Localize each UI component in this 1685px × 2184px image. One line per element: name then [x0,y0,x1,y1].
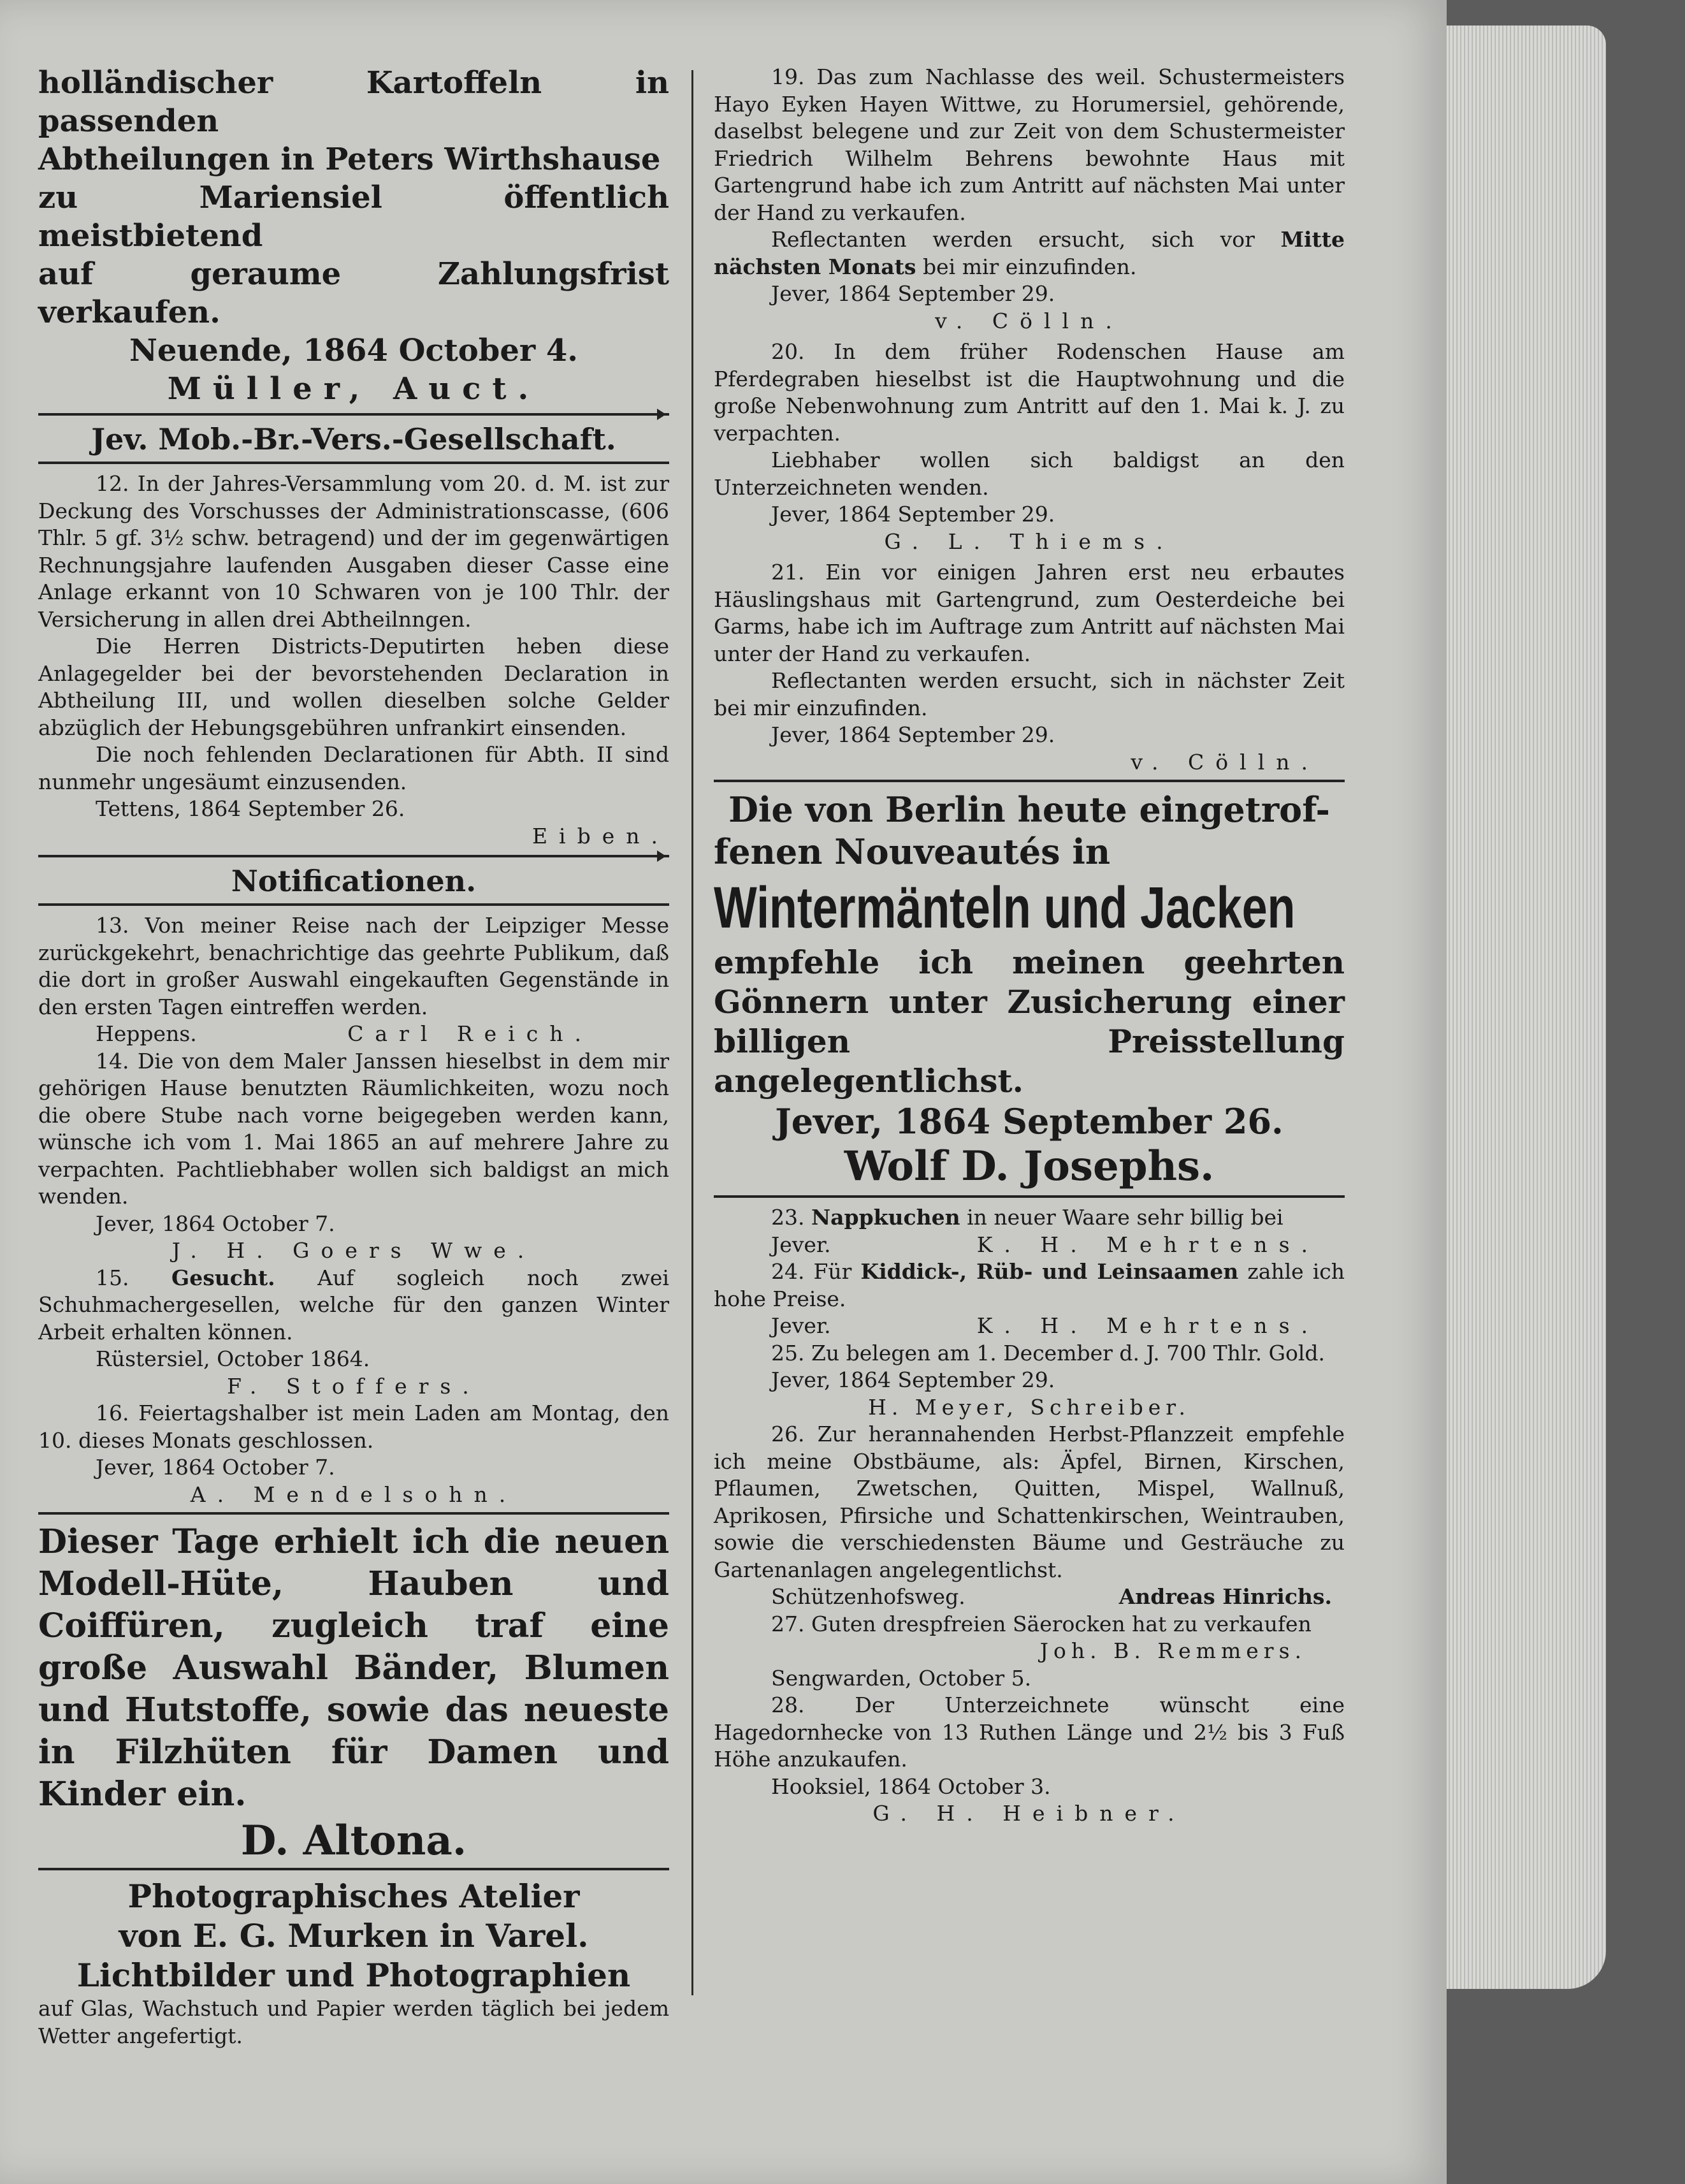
section-rule [38,413,669,416]
notice-12-signature: Eiben. [532,823,669,848]
notice-19 [714,64,1345,335]
notice-24 [714,1258,1345,1340]
ad-coats-text: empfehle ich meinen geehrten Gönnern unter Zusicherung einer billigen Preisstellung angelegentlichst. [714,943,1345,1100]
ad-hats-text: Dieser Tage erhielt ich die neuen Modell-Hüte, Hauben und Coiffüren, zugleich traf eine große Auswahl Bänder, Blumen und Hutstoffe, sowie das neueste in Filzhüten für Damen und Kinder ein. [38,1522,669,1814]
notice-23-body: in neuer Waare sehr billig bei [967,1205,1284,1230]
book-page-edges [1447,25,1606,1989]
notice-15-number: 15. [96,1265,129,1290]
notice-19-text-b [714,226,1345,280]
left-column [38,64,669,2049]
notice-26-footer [714,1583,1345,1611]
notice-13-signature: Carl Reich. [347,1021,593,1046]
notice-23-footer [714,1232,1345,1259]
photo-text: auf Glas, Wachstuch und Papier werden täglich bei jedem Wetter angefertigt. [38,1996,669,2048]
ad-coats-line-1: Die von Berlin heute eingetrof- [728,789,1330,830]
notice-12-text: 12. In der Jahres-Versammlung vom 20. d. M. ist zur Deckung des Vorschusses der Administrationscasse, (606 Thlr. 5 gf. 3½ schw. betragend) und der im gegenwärtigen Rechnungsjahre laufenden Ausgaben dieser Casse eine Anlage erkannt von 10 Schwaren von je 100 Thlr. der Versicherung in allen drei Abtheilnngen. [38,471,669,632]
notice-15-text [38,1265,669,1346]
notice-insurance-society [38,421,669,850]
notice-26-text: 26. Zur herannahenden Herbst-Pflanzzeit empfehle ich meine Obstbäume, als: Äpfel, Birnen, Kirschen, Pflaumen, Zwetschen, Quitten, Mispel, Wallnuß, Aprikosen, Pfirsiche und Schattenkirschen, Weintrauben, sowie die verschiedensten Bäume und Gesträuche zu Gartenanlagen angelegentlichst. [714,1422,1345,1582]
notice-21-text-b: Reflectanten werden ersucht, sich in nächster Zeit bei mir einzufinden. [714,668,1345,720]
title-rule [38,462,669,464]
notice-27-date: Sengwarden, October 5. [771,1665,1032,1691]
notice-28 [714,1692,1345,1828]
section-rule [714,780,1345,782]
ad-hats-signature: D. Altona. [240,1817,467,1865]
notice-13-text: 13. Von meiner Reise nach der Leipziger Messe zurückgekehrt, benachrichtige das geehrte Publikum, daß die dort in großer Auswahl eingekauften Gegenstände in den ersten Tagen eintreffen werden. [38,913,669,1019]
notice-19-b-pre: Reflectanten werden ersucht, sich vor [771,227,1255,252]
notice-23-keyword: Nappkuchen [811,1205,960,1230]
notice-21-signature: v. Cölln. [1131,749,1319,775]
notice-21-text: 21. Ein vor einigen Jahren erst neu erbautes Häuslingshaus mit Gartengrund, zum Oesterdeiche bei Garms, habe ich im Auftrage zum Antritt auf nächsten Mai unter der Hand zu verkaufen. [714,560,1345,666]
notice-19-signature: v. Cölln. [935,308,1124,333]
ad-coats-signature: Wolf D. Josephs. [844,1142,1215,1190]
photo-title-1: Photographisches Atelier [127,1877,580,1915]
ad-hats [38,1521,669,1867]
notice-21 [714,559,1345,776]
notice-28-date: Hooksiel, 1864 October 3. [771,1773,1051,1799]
ad-coats-headline: Wintermänteln und Jacken [714,875,1296,940]
title-rule [38,903,669,906]
society-title: Jev. Mob.-Br.-Vers.-Gesellschaft. [91,422,616,456]
notice-20-signature: G. L. Thiems. [884,528,1175,554]
notice-20-text-b: Liebhaber wollen sich baldigst an den Unterzeichneten wenden. [714,448,1345,500]
notice-24-footer [714,1313,1345,1340]
notice-15-keyword: Gesucht. [171,1265,275,1290]
notice-25-date: Jever, 1864 September 29. [771,1367,1055,1392]
notice-24-pre: 24. Für [771,1259,852,1284]
notice-23-number: 23. [771,1205,805,1230]
notice-13-footer [38,1021,669,1048]
notifications-section [38,863,669,1508]
notice-20 [714,339,1345,555]
ad-coats-line-2: fenen Nouveautés in [714,831,1111,872]
notice-21-date: Jever, 1864 September 29. [771,722,1055,747]
section-rule [38,1512,669,1515]
ad-potatoes-line: zu Mariensiel öffentlich meistbietend [38,180,669,254]
ad-coats-date: Jever, 1864 September 26. [775,1101,1284,1142]
notice-19-b-bold: Mitte nächsten Monats [714,227,1345,279]
section-rule [38,855,669,857]
notice-23-place: Jever. [771,1232,831,1257]
notice-23 [714,1204,1345,1258]
notice-28-signature: G. H. Heibner. [872,1801,1186,1826]
notice-15-date: Rüstersiel, October 1864. [96,1346,370,1371]
notice-15-signature: F. Stoffers. [227,1373,481,1399]
notice-27-text: 27. Guten drespfreien Säerocken hat zu verkaufen [771,1611,1312,1636]
notice-15-body: Auf sogleich noch zwei Schuhmachergesellen, welche für den ganzen Winter Arbeit erhalten können. [38,1265,669,1344]
notice-19-text: 19. Das zum Nachlasse des weil. Schustermeisters Hayo Eyken Hayen Wittwe, zu Horumersiel, gehörende, daselbst belegene und zur Zeit von dem Schustermeister Friedrich Wilhelm Behrens bewohnte Haus mit Gartengrund habe ich zum Antritt auf nächsten Mai unter der Hand zu verkaufen. [714,64,1345,225]
notice-28-text: 28. Der Unterzeichnete wünscht eine Hagedornhecke von 13 Ruthen Länge und 2½ bis 3 Fuß Höhe anzukaufen. [714,1693,1345,1772]
ad-potatoes [38,64,669,408]
notifications-title: Notificationen. [231,864,477,898]
notice-12-text-b: Die Herren Districts-Deputirten heben diese Anlagegelder bei der bevorstehenden Declaration in Abtheilung III, und wollen dieselben solche Gelder abzüglich der Hebungsgebühren unfrankirt einsenden. [38,634,669,740]
ad-potatoes-line: holländischer Kartoffeln in passenden [38,65,669,139]
notice-25-signature: H. Meyer, Schreiber. [868,1394,1190,1420]
notice-26-signature: Andreas Hinrichs. [1118,1584,1332,1609]
notice-14-date: Jever, 1864 October 7. [96,1211,335,1236]
notice-14-text: 14. Die von dem Maler Janssen hieselbst in dem mir gehörigen Hause benutzten Räumlichkeiten, wozu noch die obere Stube nach vorne beigegeben werden kann, wünsche ich vom 1. Mai 1865 an auf mehrere Jahre zu verpachten. Pachtliebhaber wollen sich baldigst an mich wenden. [38,1048,669,1209]
notice-26 [714,1421,1345,1611]
column-divider [691,70,693,1995]
notice-24-place: Jever. [771,1313,831,1338]
notice-27 [714,1611,1345,1693]
right-column [714,64,1345,1828]
notice-24-signature: K. H. Mehrtens. [976,1313,1319,1338]
notice-16-text: 16. Feiertagshalber ist mein Laden am Montag, den 10. dieses Monats geschlossen. [38,1401,669,1453]
notice-14-signature: J. H. Goers Wwe. [171,1238,536,1263]
notice-19-b-post: bei mir einzufinden. [923,254,1137,279]
notice-13-place: Heppens. [96,1021,197,1046]
photo-title-2: von E. G. Murken in Varel. [119,1917,589,1955]
notice-24-text [714,1258,1345,1313]
ad-potatoes-signature: Müller, Auct. [167,371,540,407]
notice-26-place: Schützenhofsweg. [771,1584,965,1609]
photo-title-3: Lichtbilder und Photographien [76,1956,631,1994]
section-rule [38,1868,669,1870]
notice-25-text: 25. Zu belegen am 1. December d. J. 700 Thlr. Gold. [771,1340,1325,1365]
notice-12-text-c: Die noch fehlenden Declarationen für Abth. II sind nunmehr ungesäumt einzusenden. [38,742,669,794]
notice-20-date: Jever, 1864 September 29. [771,502,1055,527]
notice-16-signature: A. Mendelsohn. [190,1481,517,1507]
notice-12-date: Tettens, 1864 September 26. [96,796,405,821]
ad-photo-atelier [38,1877,669,2049]
notice-19-date: Jever, 1864 September 29. [771,281,1055,306]
ad-coats [714,789,1345,1191]
ad-potatoes-date: Neuende, 1864 October 4. [129,333,578,368]
notice-25 [714,1340,1345,1422]
section-rule [714,1195,1345,1198]
notice-20-text: 20. In dem früher Rodenschen Hause am Pferdegraben hieselbst ist die Hauptwohnung und die große Nebenwohnung zum Antritt auf den 1. Mai k. J. zu verpachten. [714,339,1345,446]
notice-24-keyword: Kiddick-, Rüb- und Leinsaamen [860,1259,1239,1284]
notice-23-signature: K. H. Mehrtens. [976,1232,1319,1257]
ad-potatoes-line: auf geraume Zahlungsfrist verkaufen. [38,256,669,330]
notice-23-text [714,1204,1345,1232]
ad-potatoes-line: Abtheilungen in Peters Wirthshause [38,142,661,177]
notice-16-date: Jever, 1864 October 7. [96,1455,335,1480]
notice-24-post: zahle ich hohe Preise. [714,1259,1345,1311]
notice-27-signature: Joh. B. Remmers. [1039,1638,1306,1663]
